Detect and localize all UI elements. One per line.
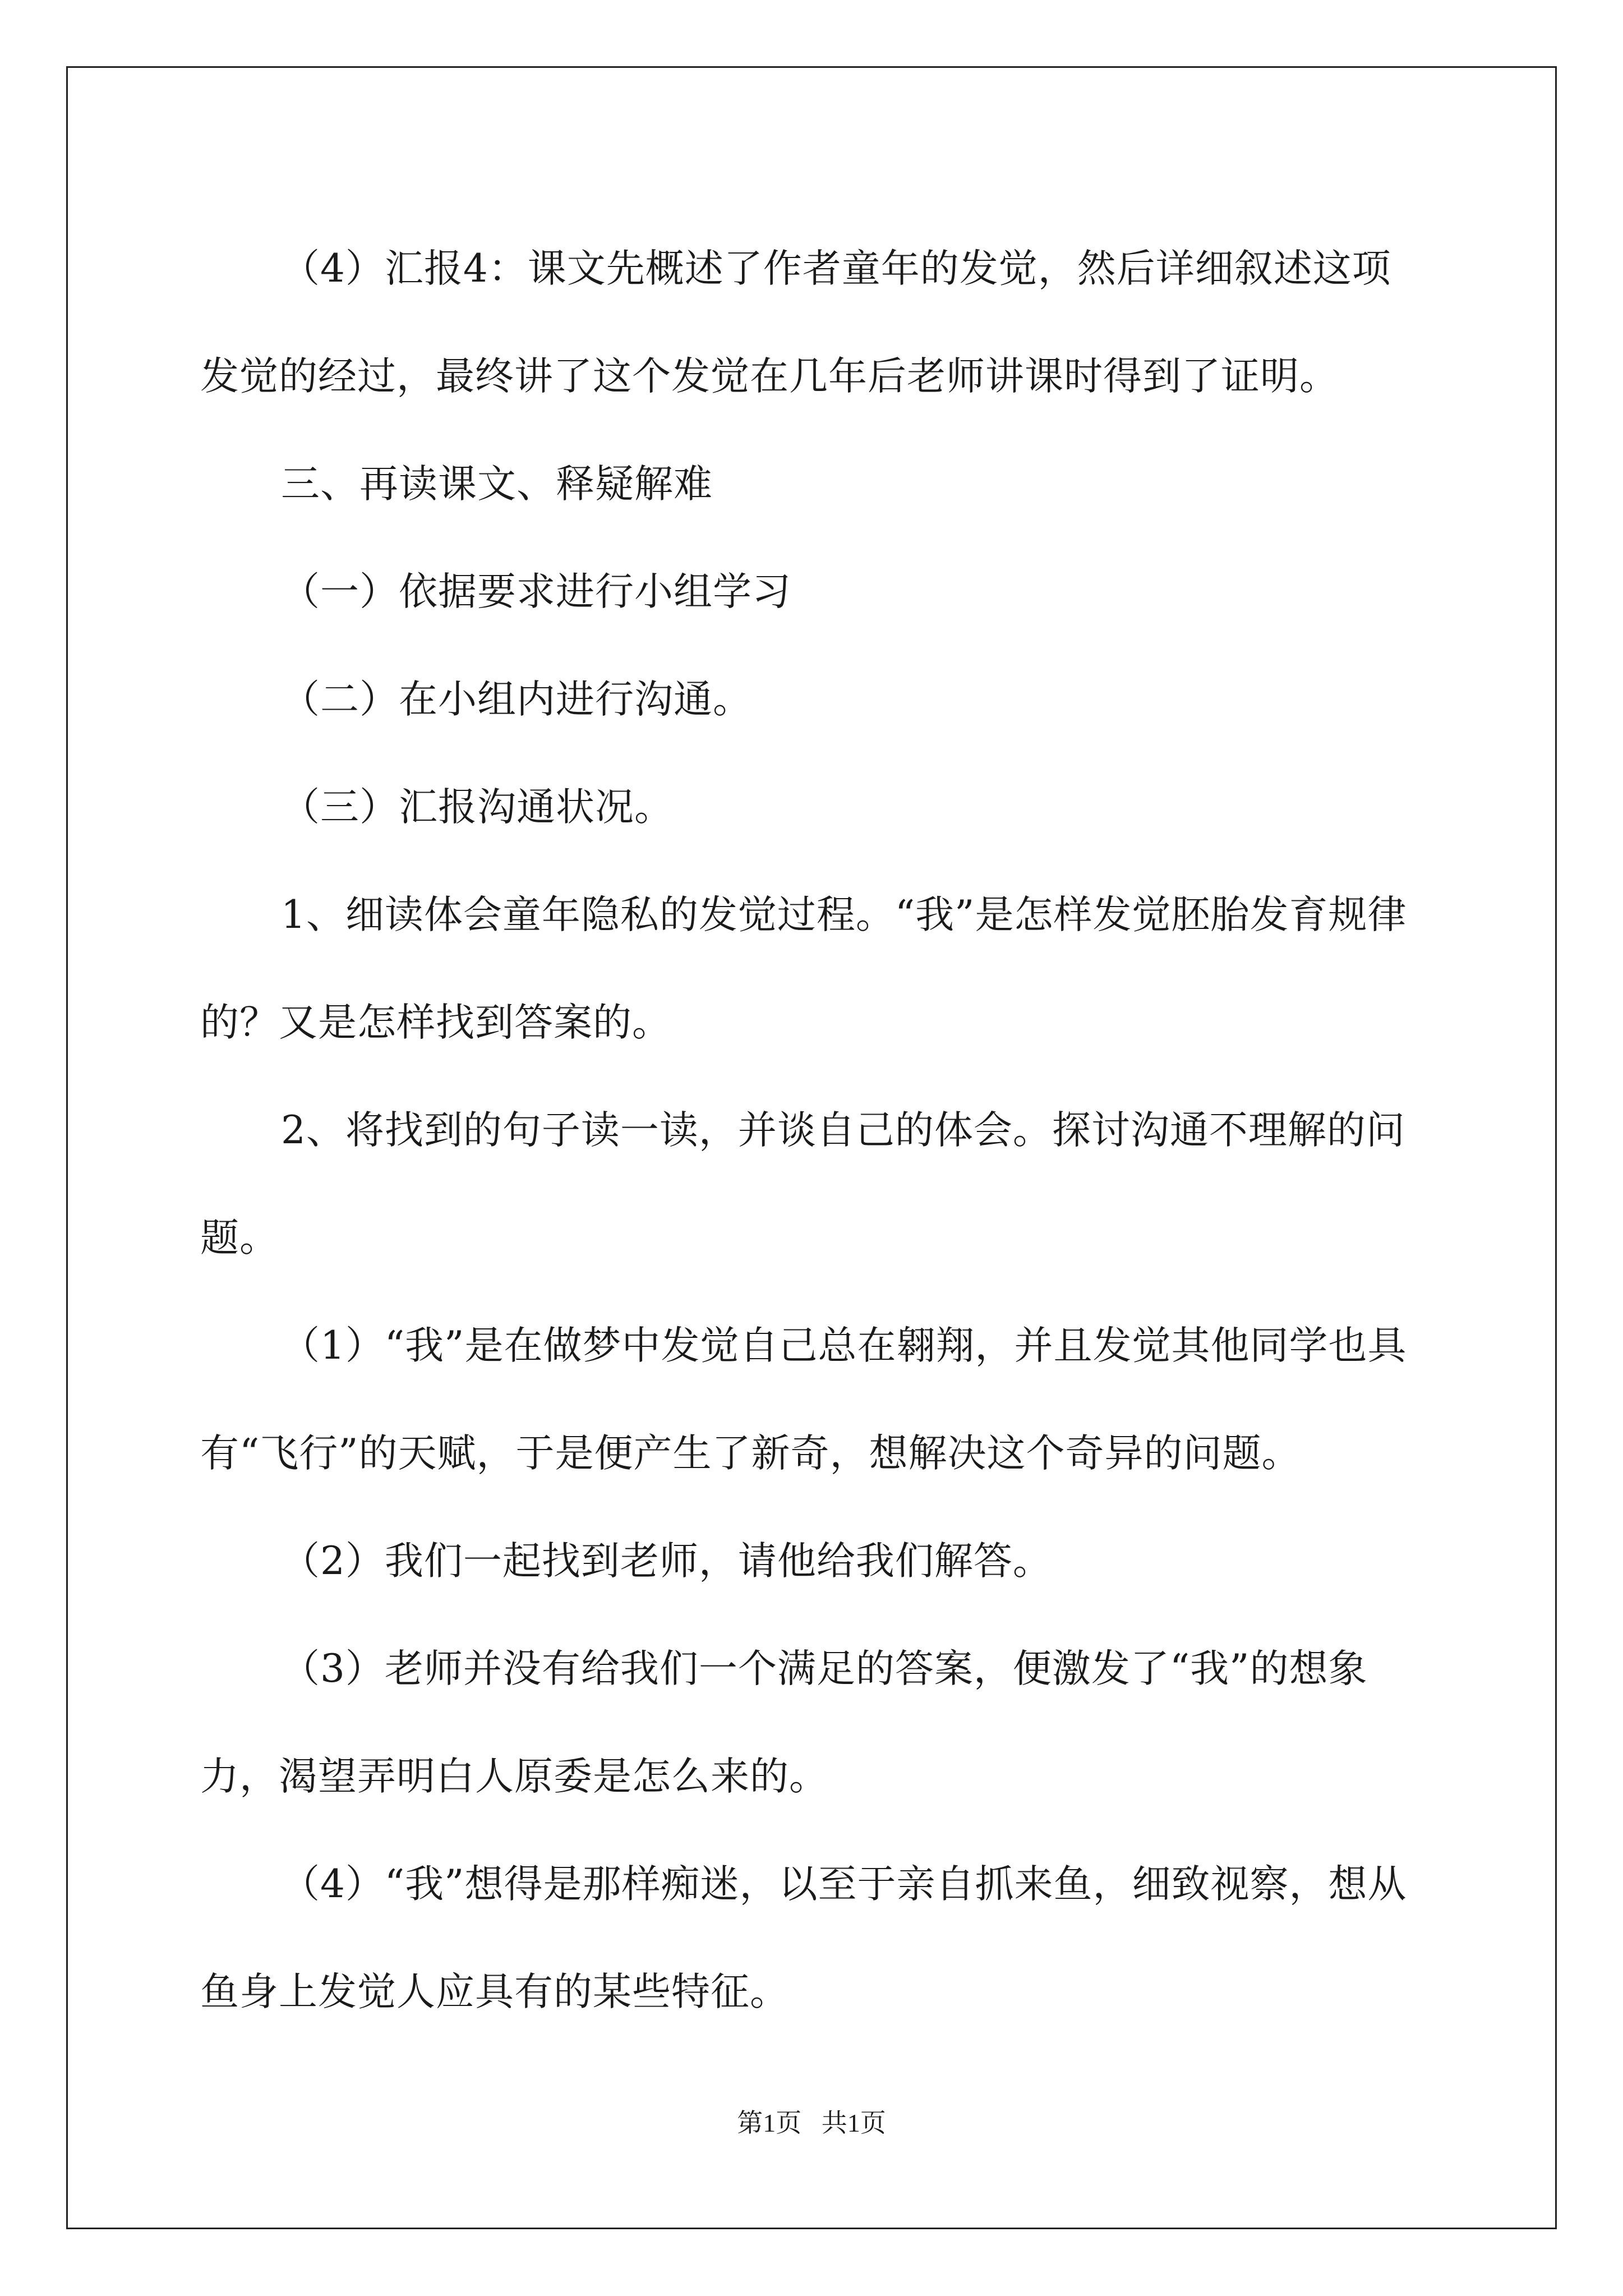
page-number: 第1页	[737, 2109, 802, 2137]
paragraph-2: 三、再读课文、释疑解难	[281, 462, 713, 507]
paragraph-4: （二）在小组内进行沟通。	[281, 677, 752, 722]
paragraph-8: （1）“我”是在做梦中发觉自己总在翱翔，并且发觉其他同学也具有“飞行”的天赋，于是便产生了新奇，想解决这个奇异的问题。	[200, 1323, 1407, 1476]
paragraph-9: （2）我们一起找到老师，请他给我们解答。	[281, 1539, 1052, 1584]
page-footer	[0, 2102, 1623, 2139]
document-body	[200, 215, 1428, 2046]
paragraph-7: 2、将找到的句子读一读，并谈自己的体会。探讨沟通不理解的问题。	[200, 1108, 1405, 1260]
paragraph-1: （4）汇报4：课文先概述了作者童年的发觉，然后详细叙述这项发觉的经过，最终讲了这个发觉在几年后老师讲课时得到了证明。	[200, 246, 1391, 399]
paragraph-5: （三）汇报沟通状况。	[281, 785, 674, 830]
paragraph-6: 1、细读体会童年隐私的发觉过程。“我”是怎样发觉胚胎发育规律的？又是怎样找到答案的。	[200, 892, 1407, 1045]
paragraph-10: （3）老师并没有给我们一个满足的答案，便激发了“我”的想象力，渴望弄明白人原委是怎么来的。	[200, 1646, 1368, 1799]
page-total: 共1页	[821, 2109, 886, 2137]
paragraph-11: （4）“我”想得是那样痴迷，以至于亲自抓来鱼，细致视察，想从鱼身上发觉人应具有的某些特征。	[200, 1862, 1407, 2014]
paragraph-3: （一）依据要求进行小组学习	[281, 569, 791, 614]
